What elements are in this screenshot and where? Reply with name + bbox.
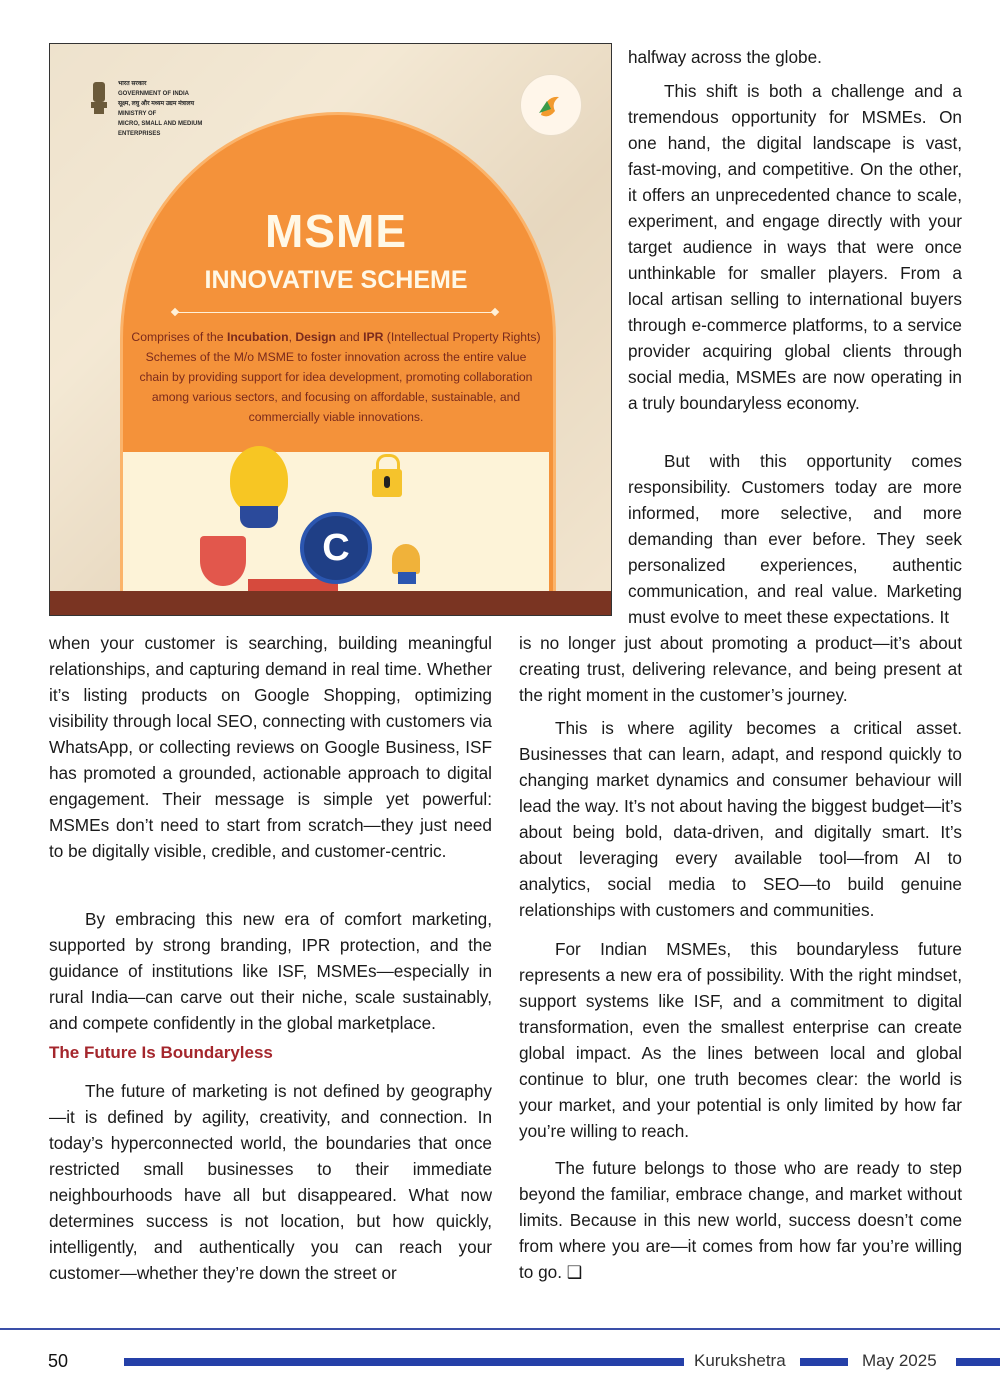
footer-bar <box>124 1358 684 1366</box>
body-paragraph: But with this opportunity comes responsibility. Customers today are more informed, more selective, and more demanding than ever before. They seek personalized experiences, authentic communication, and real value. Marketing must evolve to meet these expectations. It <box>628 451 962 627</box>
ministry-line: ENTERPRISES <box>118 131 161 137</box>
page-number: 50 <box>48 1351 69 1371</box>
ministry-line: MINISTRY OF <box>118 111 157 117</box>
pm-vishwakarma-logo-icon <box>520 74 582 136</box>
footer-bar <box>956 1358 1000 1366</box>
keyhole-icon <box>384 476 390 488</box>
issue-date: May 2025 <box>862 1351 937 1370</box>
light-bulb-base-icon <box>240 506 278 528</box>
ministry-line: MICRO, SMALL AND MEDIUM <box>118 121 203 127</box>
copyright-icon: C <box>300 512 372 584</box>
ministry-text <box>118 79 202 139</box>
poster-divider <box>175 312 495 313</box>
poster-subtitle: INNOVATIVE SCHEME <box>204 266 468 294</box>
poster-description: Comprises of the Incubation, Design and IPR (Intellectual Property Rights) Schemes of the M/o MSME to foster innovation across the entire value chain by providing support for idea development, promoting collaboration among various sectors, and focusing on affordable, sustainable, and commercially viable innovations. <box>131 330 541 424</box>
footer-rule <box>0 1328 1000 1330</box>
body-paragraph: By embracing this new era of comfort marketing, supported by strong branding, IPR protection, and the guidance of institutions like ISF, MSMEs—especially in rural India—can carve out their niche, scale sustainably, and compete confidently in the global marketplace. <box>49 909 492 1033</box>
gov-line-hindi: भारत सरकार <box>118 81 147 87</box>
body-paragraph: halfway across the globe. <box>628 47 822 67</box>
footer-bar <box>800 1358 848 1366</box>
body-paragraph: when your customer is searching, building meaningful relationships, and capturing demand in real time. Whether it’s listing products on Google Shopping, optimizing visibility through local SEO, connecting with customers via WhatsApp, or collecting reviews on Google Business, ISF has promoted a grounded, actionable approach to digital engagement. Their message is simple yet powerful: MSMEs don’t need to start from scratch—they just need to be digitally visible, credible, and customer-centric. <box>49 633 492 861</box>
plant-pot-icon <box>398 572 416 584</box>
national-emblem-icon <box>88 80 110 122</box>
poster-base-strip <box>50 591 611 615</box>
poster-title: MSME <box>265 205 407 257</box>
body-paragraph: This is where agility becomes a critical asset. Businesses that can learn, adapt, and respond quickly to changing market dynamics and consumer behaviour will lead the way. It’s not about having the biggest budget—it’s about being bold, data-driven, and digitally smart. It’s about leveraging every available tool—from AI to analytics, social media to SEO—to build genuine relationships with customers and communities. <box>519 718 962 920</box>
msme-scheme-poster <box>49 43 612 616</box>
gov-line: GOVERNMENT OF INDIA <box>118 91 190 97</box>
body-paragraph: For Indian MSMEs, this boundaryless future represents a new era of possibility. With the right mindset, support systems like ISF, and a commitment to digital transformation, even the smallest enterprise can create global impact. As the lines between local and global continue to blur, one truth becomes clear: the world is your market, and your potential is only limited by how far you’re willing to reach. <box>519 939 962 1141</box>
body-paragraph: The future belongs to those who are ready to step beyond the familiar, embrace change, and market without limits. Because in this new world, success doesn’t come from where you are—it comes from how far you’re willing to go. ❑ <box>519 1158 962 1282</box>
ministry-line-hindi: सूक्ष्म, लघु और मध्यम उद्यम मंत्रालय <box>118 101 195 107</box>
body-paragraph: The future of marketing is not defined by geography—it is defined by agility, creativity, and connection. In today’s hyperconnected world, the boundaries that once restricted small businesses to their immediate neighbourhoods have all but disappeared. What now determines success is not location, but how quickly, intelligently, and authentically you can reach your customer—whether they’re down the street or <box>49 1081 492 1283</box>
shield-icon <box>200 536 246 586</box>
page-footer <box>0 1348 1000 1374</box>
body-paragraph: This shift is both a challenge and a tremendous opportunity for MSMEs. On one hand, the digital landscape is vast, fast-moving, and competitive. On the other, it offers an unprecedented chance to scale, experiment, and engage directly with your target audience in ways that were once unthinkable for smaller players. From a local artisan selling to international buyers through e-commerce platforms, to a service provider acquiring global clients through social media, MSMEs are now operating in a truly boundaryless economy. <box>628 81 962 413</box>
plant-icon <box>392 544 420 574</box>
magazine-name: Kurukshetra <box>694 1351 786 1370</box>
body-paragraph: is no longer just about promoting a product—it’s about creating trust, delivering relevance, and being present at the right moment in the customer’s journey. <box>519 633 962 705</box>
light-bulb-icon <box>230 446 288 514</box>
section-heading: The Future Is Boundaryless <box>49 1043 273 1062</box>
